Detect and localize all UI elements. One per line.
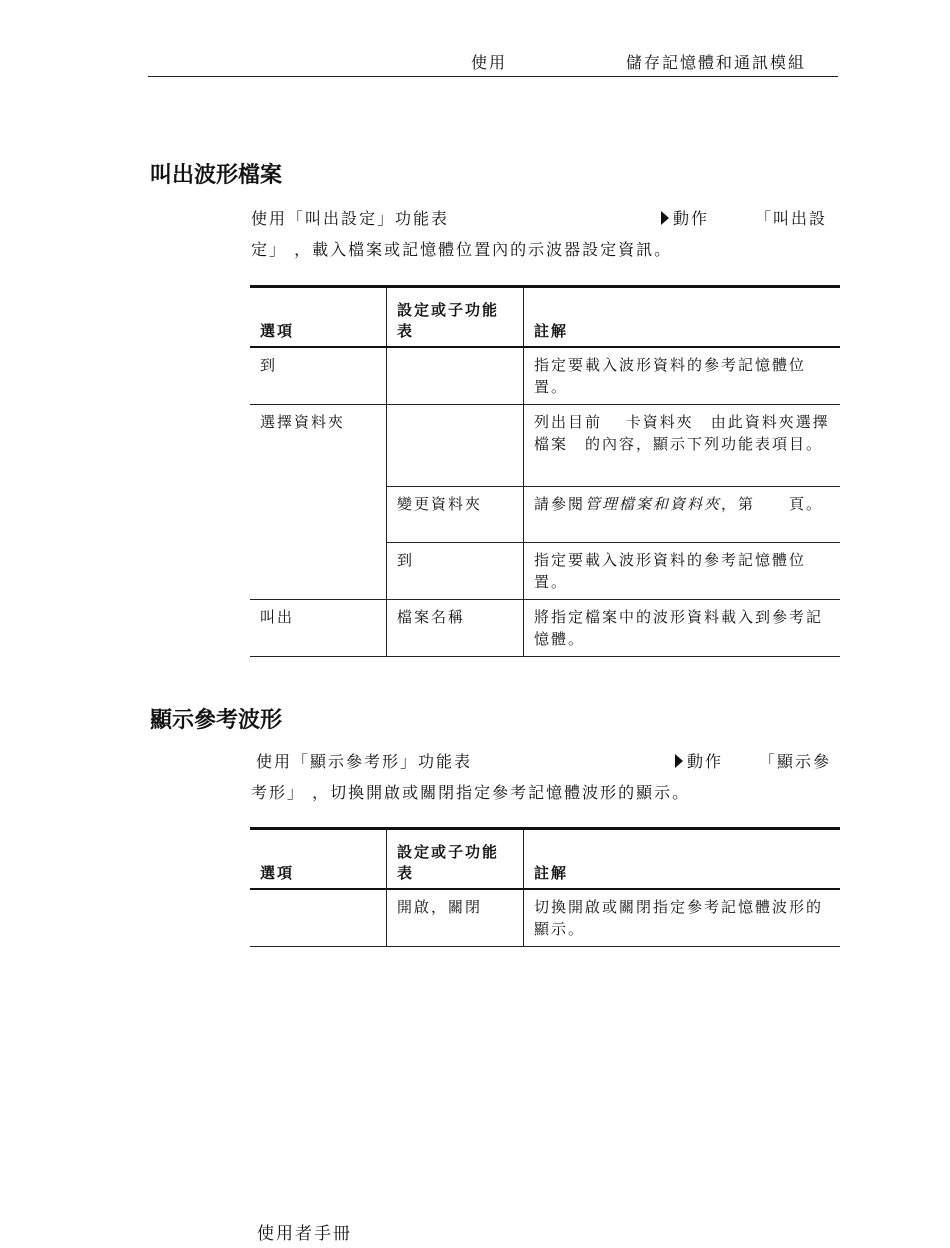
cell-submenu <box>387 404 524 486</box>
table-row <box>250 404 840 486</box>
page-header-right: 儲存記憶體和通訊模組 <box>626 53 807 72</box>
cell-note: 請參閱管理檔案和資料夾，第 頁。 <box>524 486 841 542</box>
cell-note: 指定要載入波形資料的參考記憶體位置。 <box>524 347 841 405</box>
cell-note: 指定要載入波形資料的參考記憶體位置。 <box>524 542 841 599</box>
page-footer: 使用者手冊 <box>257 1224 352 1244</box>
para1-text-a: 使用「叫出設定」功能表 <box>251 209 450 228</box>
display-reference-table <box>250 827 840 947</box>
section-title-recall-waveform: 叫出波形檔案 <box>150 163 283 188</box>
cell-submenu: 到 <box>387 542 524 599</box>
para2-text-c: 「顯示參 <box>759 752 832 771</box>
cell-note: 切換開啟或關閉指定參考記憶體波形的顯示。 <box>524 889 841 947</box>
para1-text-c: 「叫出設 <box>755 209 828 228</box>
para2-text-a: 使用「顯示參考形」功能表 <box>256 752 473 771</box>
table-row <box>250 542 840 599</box>
col-header-note: 註解 <box>524 287 841 347</box>
cell-submenu <box>387 347 524 405</box>
col-header-option: 選項 <box>250 829 387 889</box>
col-header-note: 註解 <box>524 829 841 889</box>
cell-option <box>250 889 387 947</box>
triangle-right-icon <box>661 211 669 225</box>
cell-note: 列出目前 卡資料夾 由此資料夾選擇檔案 的內容，顯示下列功能表項目。 <box>524 404 841 486</box>
page-header-left: 使用 <box>471 53 508 72</box>
para1-action: 動作 <box>661 203 709 234</box>
header-rule <box>148 76 838 77</box>
cell-note: 將指定檔案中的波形資料載入到參考記憶體。 <box>524 599 841 656</box>
section2-paragraph <box>251 746 839 808</box>
col-header-submenu: 設定或子功能表 <box>387 829 524 889</box>
cell-submenu: 檔案名稱 <box>387 599 524 656</box>
cell-option <box>250 486 387 542</box>
cell-option: 叫出 <box>250 599 387 656</box>
table-row <box>250 889 840 947</box>
para2-line2: 考形」 ，切換開啟或關閉指定參考記憶體波形的顯示。 <box>251 783 691 802</box>
section-title-display-reference: 顯示參考波形 <box>150 708 283 733</box>
recall-waveform-table <box>250 285 840 657</box>
triangle-right-icon <box>675 754 683 768</box>
para1-line2: 定」 ，載入檔案或記憶體位置內的示波器設定資訊。 <box>251 240 673 259</box>
table-row <box>250 486 840 542</box>
section1-paragraph <box>251 203 839 265</box>
cell-option <box>250 542 387 599</box>
cell-option: 到 <box>250 347 387 405</box>
cell-option: 選擇資料夾 <box>260 412 346 431</box>
table-row <box>250 599 840 656</box>
cell-submenu: 變更資料夾 <box>387 486 524 542</box>
cell-submenu: 開啟，關閉 <box>387 889 524 947</box>
para2-action: 動作 <box>675 746 723 777</box>
col-header-submenu: 設定或子功能表 <box>387 287 524 347</box>
col-header-option: 選項 <box>250 287 387 347</box>
table-row <box>250 347 840 405</box>
cross-reference-link[interactable]: 管理檔案和資料夾 <box>585 494 722 513</box>
